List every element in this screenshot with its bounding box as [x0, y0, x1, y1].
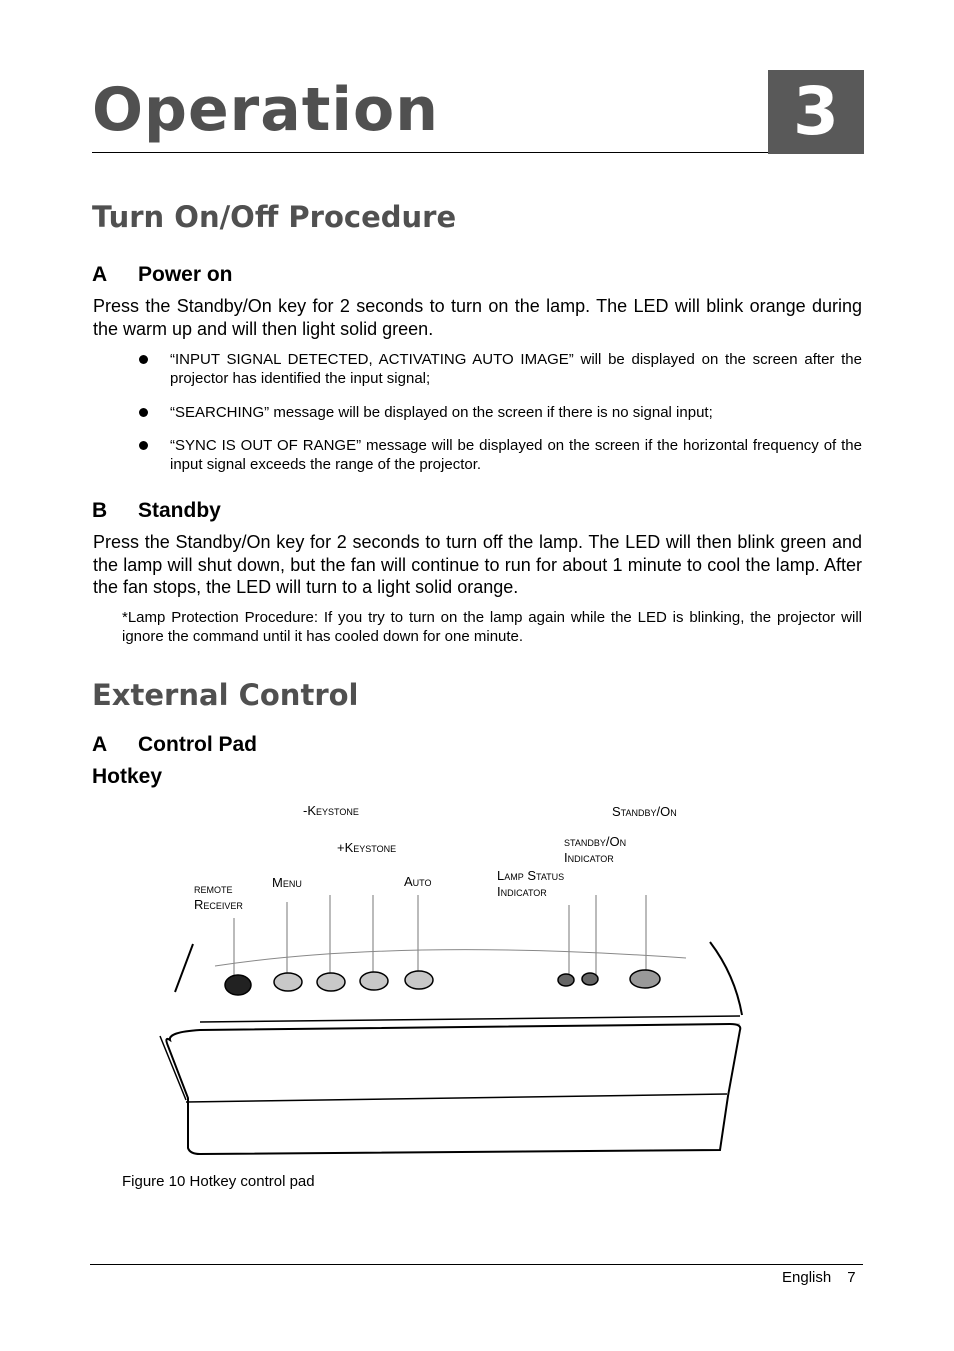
- page-footer: [782, 1269, 856, 1286]
- chapter-number: 3: [768, 70, 864, 154]
- label-auto: Auto: [404, 874, 432, 889]
- bullet-item: “SYNC IS OUT OF RANGE” message will be displayed on the screen if the horizontal frequency of the input signal exceeds the range of the projector.: [170, 437, 862, 473]
- power-on-paragraph: Press the Standby/On key for 2 seconds to turn on the lamp. The LED will blink orange during the warm up and will then light solid green.: [93, 296, 862, 339]
- subsection-letter: A: [92, 733, 108, 756]
- bullet-item: “SEARCHING” message will be displayed on the screen if there is no signal input;: [170, 404, 713, 421]
- chapter-title: Operation: [92, 75, 439, 145]
- footer-rule: [90, 1264, 863, 1265]
- label-menu: Menu: [272, 875, 302, 890]
- bullet-dot: [139, 408, 148, 417]
- bullet-dot: [139, 441, 148, 450]
- section-heading-turn-on-off: Turn On/Off Procedure: [92, 200, 457, 234]
- subsection-heading-standby: [92, 499, 221, 523]
- lamp-protection-note: *Lamp Protection Procedure: If you try to turn on the lamp again while the LED is blinking, the projector will ignore the command until it has cooled down for one minute.: [122, 609, 862, 645]
- label-standby-indicator-line2: Indicator: [564, 850, 614, 865]
- hotkey-heading: Hotkey: [92, 765, 163, 788]
- label-minus-keystone: -Keystone: [303, 803, 359, 818]
- label-lamp-status-line2: Indicator: [497, 884, 547, 899]
- standby-paragraph: Press the Standby/On key for 2 seconds to turn off the lamp. The LED will then blink green and the lamp will shut down, but the fan will continue to run for about 1 minute to cool the lamp. After the fan stops, the LED will turn to a light solid orange.: [93, 532, 862, 597]
- hotkey-control-pad-illustration: [150, 895, 750, 1165]
- subsection-letter: B: [92, 499, 108, 522]
- page-number: 7: [847, 1269, 856, 1286]
- bullet-dot: [139, 355, 148, 364]
- label-remote-receiver-line1: remote: [194, 881, 233, 896]
- subsection-letter: A: [92, 263, 108, 286]
- label-plus-keystone: +Keystone: [337, 840, 397, 855]
- bullet-item: “INPUT SIGNAL DETECTED, ACTIVATING AUTO IMAGE” will be displayed on the screen after the projector has identified the input signal;: [170, 351, 862, 387]
- label-standby-indicator-line1: standby/On: [564, 834, 627, 849]
- subsection-heading-power-on: [92, 263, 233, 287]
- label-remote-receiver-line2: Receiver: [194, 897, 243, 912]
- subsection-heading-control-pad: [92, 733, 257, 757]
- label-lamp-status-line1: Lamp Status: [497, 868, 565, 883]
- chapter-rule: [92, 152, 768, 153]
- footer-language: English: [782, 1269, 832, 1286]
- figure-caption: Figure 10 Hotkey control pad: [122, 1173, 315, 1190]
- subsection-title: Control Pad: [138, 733, 257, 756]
- section-heading-external-control: External Control: [92, 678, 359, 712]
- label-standby-on: Standby/On: [612, 804, 677, 819]
- subsection-title: Standby: [138, 499, 221, 522]
- subsection-title: Power on: [138, 263, 233, 286]
